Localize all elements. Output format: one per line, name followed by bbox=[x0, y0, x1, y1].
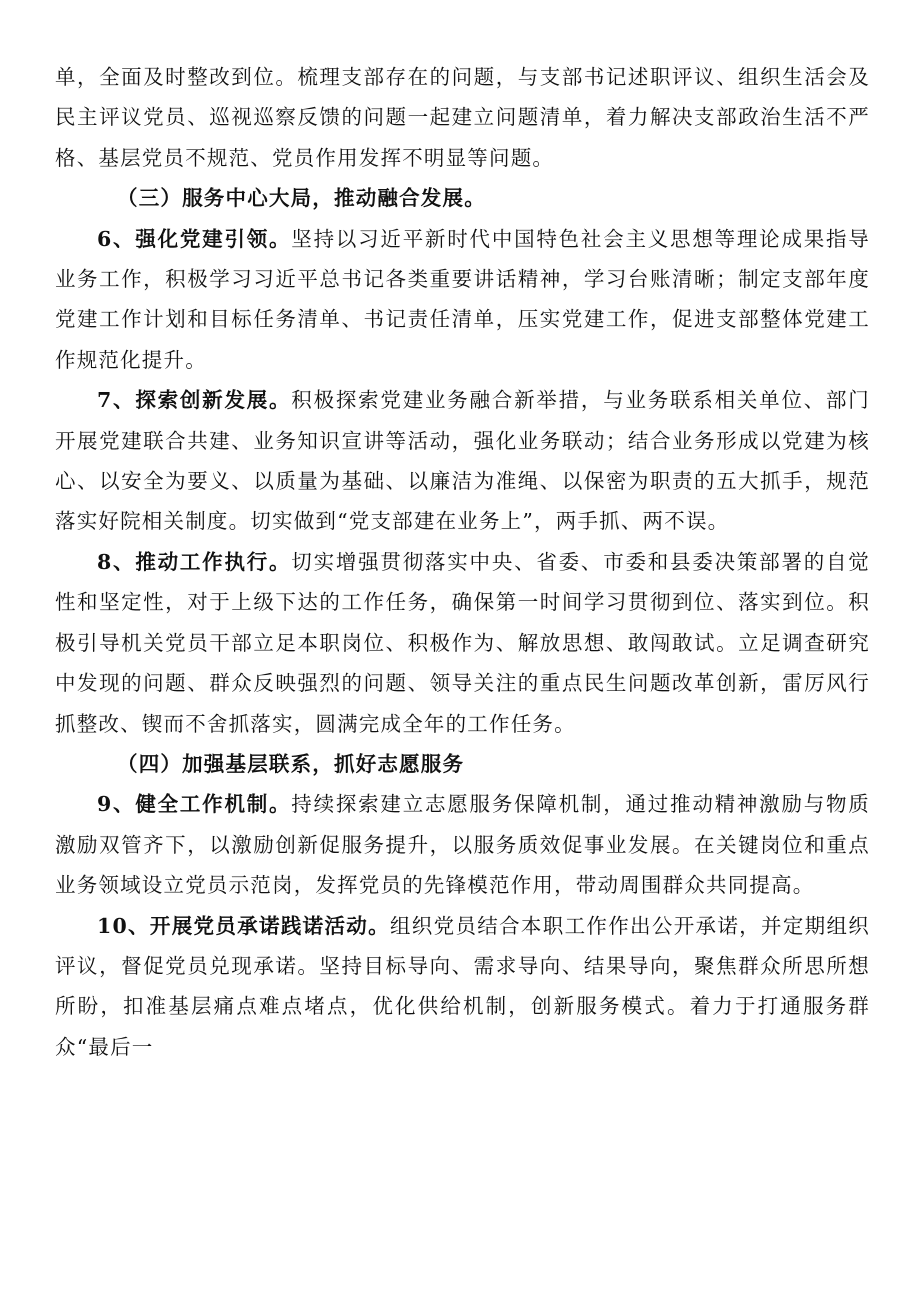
paragraph-text: 组织党员结合本职工作作出公开承诺，并定期组织评议，督促党员兑现承诺。坚持目标导向、需求导向、结果导向，聚焦群众所思所想所盼，扣准基层痛点难点堵点，优化供给机制，创新服务模式。着力于打通服务群众“最后一 bbox=[55, 913, 871, 1059]
paragraph-item-7 bbox=[55, 380, 870, 542]
section-heading-3 bbox=[55, 178, 870, 218]
paragraph-item-6 bbox=[55, 219, 870, 381]
item-lead: 9、健全工作机制。 bbox=[97, 792, 292, 817]
section-heading-text: （四）加强基层联系，抓好志愿服务 bbox=[117, 751, 465, 776]
paragraph-text: 单，全面及时整改到位。梳理支部存在的问题，与支部书记述职评议、组织生活会及民主评议党员、巡视巡察反馈的问题一起建立问题清单，着力解决支部政治生活不严格、基层党员不规范、党员作用发挥不明显等问题。 bbox=[55, 65, 870, 170]
paragraph-text: 持续探索建立志愿服务保障机制，通过推动精神激励与物质激励双管齐下，以激励创新促服务提升，以服务质效促事业发展。在关键岗位和重点业务领域设立党员示范岗，发挥党员的先锋模范作用，带动周围群众共同提高。 bbox=[55, 792, 870, 898]
paragraph-text: 切实增强贯彻落实中央、省委、市委和县委决策部署的自觉性和坚定性，对于上级下达的工作任务，确保第一时间学习贯彻到位、落实到位。积极引导机关党员干部立足本职岗位、积极作为、解放思想、敢闯敢试。立足调查研究中发现的问题、群众反映强烈的问题、领导关注的重点民生问题改革创新，雷厉风行抓整改、锲而不舍抓落实，圆满完成全年的工作任务。 bbox=[55, 549, 870, 736]
paragraph-item-10 bbox=[55, 906, 870, 1068]
paragraph-text: 积极探索党建业务融合新举措，与业务联系相关单位、部门开展党建联合共建、业务知识宣讲等活动，强化业务联动；结合业务形成以党建为核心、以安全为要义、以质量为基础、以廉洁为准绳、以保密为职责的五大抓手，规范落实好院相关制度。切实做到“党支部建在业务上”，两手抓、两不误。 bbox=[55, 388, 870, 534]
document-body bbox=[55, 57, 870, 1067]
item-lead: 7、探索创新发展。 bbox=[97, 388, 292, 413]
section-heading-text: （三）服务中心大局，推动融合发展。 bbox=[117, 186, 486, 211]
section-heading-4 bbox=[55, 744, 870, 784]
paragraph-text: 坚持以习近平新时代中国特色社会主义思想等理论成果指导业务工作，积极学习习近平总书记各类重要讲话精神，学习台账清晰；制定支部年度党建工作计划和目标任务清单、书记责任清单，压实党建工作，促进支部整体党建工作规范化提升。 bbox=[55, 226, 870, 372]
paragraph-continued bbox=[55, 57, 870, 178]
item-lead: 10、开展党员承诺践诺活动。 bbox=[97, 913, 390, 938]
paragraph-item-9 bbox=[55, 784, 870, 905]
paragraph-item-8 bbox=[55, 542, 870, 744]
item-lead: 8、推动工作执行。 bbox=[97, 549, 292, 574]
item-lead: 6、强化党建引领。 bbox=[97, 226, 292, 251]
